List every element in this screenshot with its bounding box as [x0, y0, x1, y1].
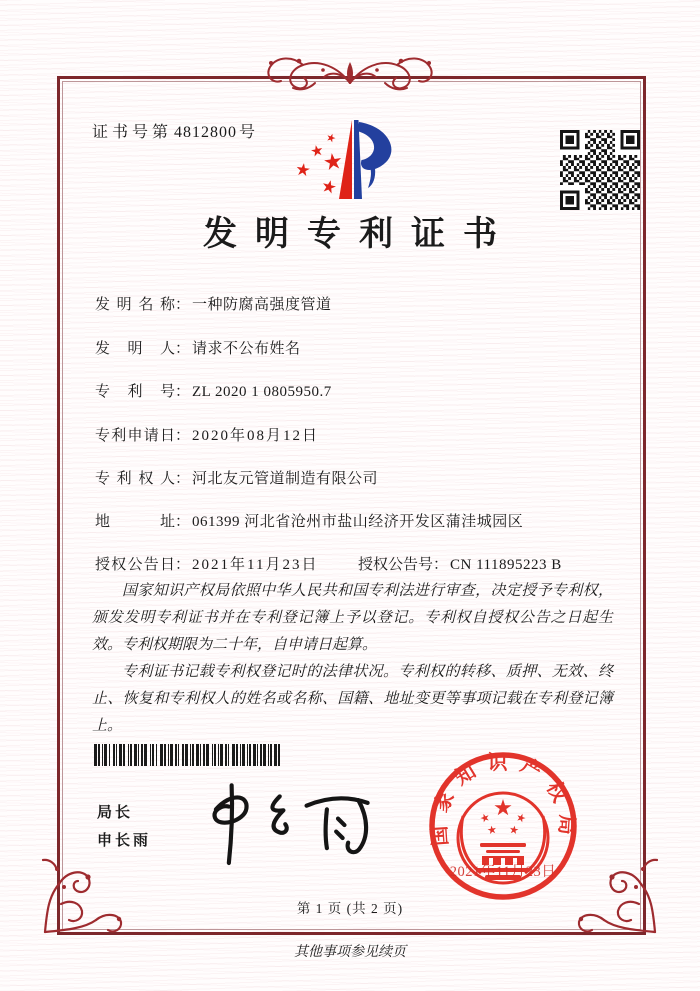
field-row-filing-date: [95, 424, 319, 445]
field-row-grant-number: [358, 553, 562, 574]
field-colon: ：: [175, 557, 191, 573]
field-colon: ：: [175, 341, 191, 357]
field-label: 发明人: [95, 341, 175, 357]
field-row-patent-number: [95, 380, 332, 401]
field-value: CN 111895223 B: [450, 557, 562, 573]
signature-icon: [190, 776, 375, 876]
certificate-title: 发明专利证书: [203, 216, 515, 253]
field-value: 061399 河北省沧州市盐山经济开发区蒲洼城园区: [192, 514, 524, 530]
certificate-number-value: 4812800: [174, 124, 238, 141]
corner-flourish-icon: [42, 850, 127, 935]
barcode: [94, 744, 280, 766]
field-label: 授权公告日: [95, 557, 175, 573]
field-value: 2021年11月23日: [192, 557, 319, 573]
field-value: 河北友元管道制造有限公司: [192, 471, 379, 487]
page-number: 第 1 页 (共 2 页): [296, 901, 404, 916]
field-label: 授权公告号: [358, 557, 434, 573]
field-value: 一种防腐高强度管道: [192, 297, 332, 313]
qr-code: [560, 130, 640, 210]
field-label: 专利号: [95, 384, 175, 400]
field-value: 2020年08月12日: [192, 428, 320, 444]
field-colon: ：: [175, 428, 191, 444]
field-colon: ：: [433, 557, 449, 573]
field-row-inventor: [95, 337, 301, 358]
seal-date: 2021年11月23日: [449, 864, 557, 880]
field-value: ZL 2020 1 0805950.7: [192, 384, 332, 400]
corner-flourish-icon: [573, 850, 658, 935]
certificate-number: [92, 119, 259, 142]
cnipa-logo-icon: [272, 108, 407, 206]
field-colon: ：: [175, 384, 191, 400]
field-colon: ：: [175, 471, 191, 487]
legal-paragraph: 专利证书记载专利权登记时的法律状况。专利权的转移、质押、无效、终止、恢复和专利权人的姓名或名称、国籍、地址变更等事项记载在专利登记簿上。: [92, 664, 613, 734]
field-colon: ：: [175, 514, 191, 530]
top-flourish-icon: [255, 50, 445, 95]
field-value: 请求不公布姓名: [192, 341, 301, 357]
field-colon: ：: [175, 297, 191, 313]
certificate-number-suffix: 号: [239, 124, 260, 141]
field-row-invention-name: [95, 293, 332, 314]
certificate-number-prefix: 证书号第: [92, 124, 173, 141]
field-row-address: [95, 510, 523, 531]
legal-text: [92, 578, 613, 740]
field-label: 地址: [95, 514, 175, 530]
seal-agency-ring-text: 国家知识产权局: [428, 752, 578, 847]
field-row-grant-date: [95, 553, 318, 574]
field-label: 发明名称: [95, 297, 175, 313]
field-row-patentee: [95, 467, 378, 488]
field-label: 专利权人: [95, 471, 175, 487]
official-seal-icon: [423, 746, 583, 906]
field-label: 专利申请日: [95, 428, 175, 444]
officer-name: 申长雨: [97, 832, 152, 849]
footer-note: 其他事项参见续页: [294, 945, 406, 960]
legal-paragraph: 国家知识产权局依照中华人民共和国专利法进行审查，决定授予专利权，颁发发明专利证书并在专利登记簿上予以登记。专利权自授权公告之日起生效。专利权期限为二十年，自申请日起算。: [92, 583, 613, 653]
officer-title: 局长: [97, 804, 134, 821]
